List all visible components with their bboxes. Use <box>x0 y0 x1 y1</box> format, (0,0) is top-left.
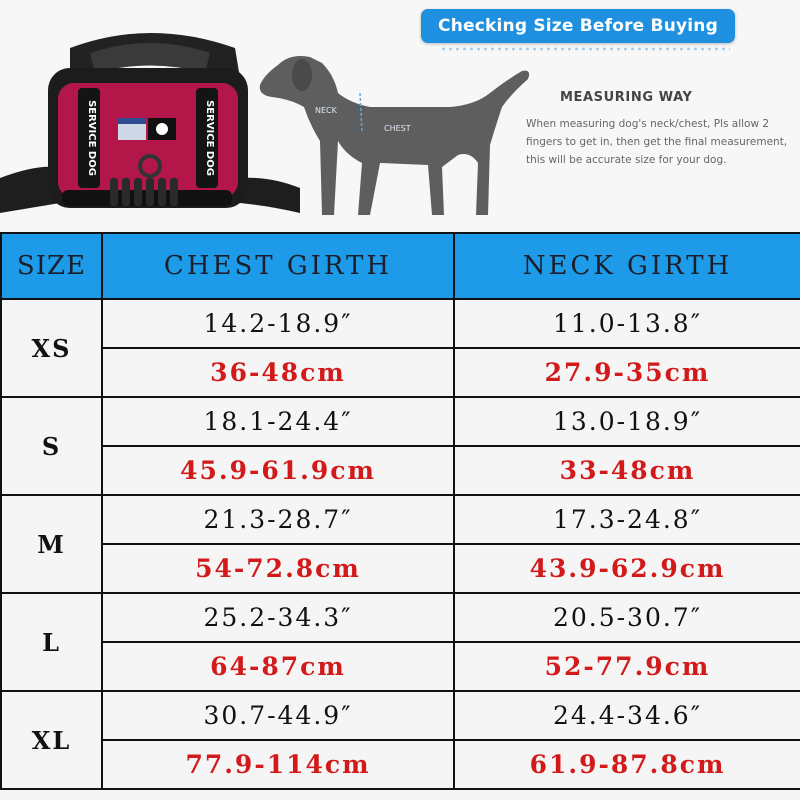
neck-cm: 33-48cm <box>454 446 800 495</box>
table-row <box>1 397 800 446</box>
neck-cm: 52-77.9cm <box>454 642 800 691</box>
size-check-banner: Checking Size Before Buying <box>421 9 735 43</box>
table-row <box>1 299 800 348</box>
size-label: L <box>1 593 102 691</box>
table-row <box>1 642 800 691</box>
column-header-neck: NECK GIRTH <box>454 233 800 299</box>
chest-cm: 54-72.8cm <box>102 544 454 593</box>
chest-inches: 14.2-18.9″ <box>102 299 454 348</box>
chest-cm: 45.9-61.9cm <box>102 446 454 495</box>
table-row <box>1 593 800 642</box>
dog-neck-label: NECK <box>315 106 337 115</box>
size-table <box>0 232 800 790</box>
table-row <box>1 691 800 740</box>
neck-cm: 43.9-62.9cm <box>454 544 800 593</box>
size-label: XL <box>1 691 102 789</box>
column-header-chest: CHEST GIRTH <box>102 233 454 299</box>
chest-cm: 64-87cm <box>102 642 454 691</box>
table-row <box>1 544 800 593</box>
chest-inches: 18.1-24.4″ <box>102 397 454 446</box>
column-header-size: SIZE <box>1 233 102 299</box>
size-chart <box>0 232 800 800</box>
measuring-title: MEASURING WAY <box>560 90 693 105</box>
table-row <box>1 348 800 397</box>
neck-inches: 20.5-30.7″ <box>454 593 800 642</box>
size-label: S <box>1 397 102 495</box>
chest-cm: 36-48cm <box>102 348 454 397</box>
harness-side-text-right: SERVICE DOG <box>204 100 215 176</box>
size-label: M <box>1 495 102 593</box>
chest-inches: 25.2-34.3″ <box>102 593 454 642</box>
neck-cm: 61.9-87.8cm <box>454 740 800 789</box>
neck-inches: 17.3-24.8″ <box>454 495 800 544</box>
table-header-row <box>1 233 800 299</box>
product-hero <box>0 0 800 232</box>
table-row <box>1 495 800 544</box>
neck-inches: 11.0-13.8″ <box>454 299 800 348</box>
table-row <box>1 446 800 495</box>
harness-side-text-left: SERVICE DOG <box>86 100 97 176</box>
table-row <box>1 740 800 789</box>
chest-inches: 21.3-28.7″ <box>102 495 454 544</box>
chest-cm: 77.9-114cm <box>102 740 454 789</box>
dog-chest-label: CHEST <box>384 124 411 133</box>
size-label: XS <box>1 299 102 397</box>
chest-inches: 30.7-44.9″ <box>102 691 454 740</box>
neck-cm: 27.9-35cm <box>454 348 800 397</box>
neck-inches: 13.0-18.9″ <box>454 397 800 446</box>
measuring-instructions: When measuring dog's neck/chest, Pls allow 2 fingers to get in, then get the final measurement, this will be accurate size for your dog. <box>526 118 788 166</box>
banner-divider <box>440 45 730 53</box>
dog-silhouette <box>250 45 535 225</box>
neck-inches: 24.4-34.6″ <box>454 691 800 740</box>
